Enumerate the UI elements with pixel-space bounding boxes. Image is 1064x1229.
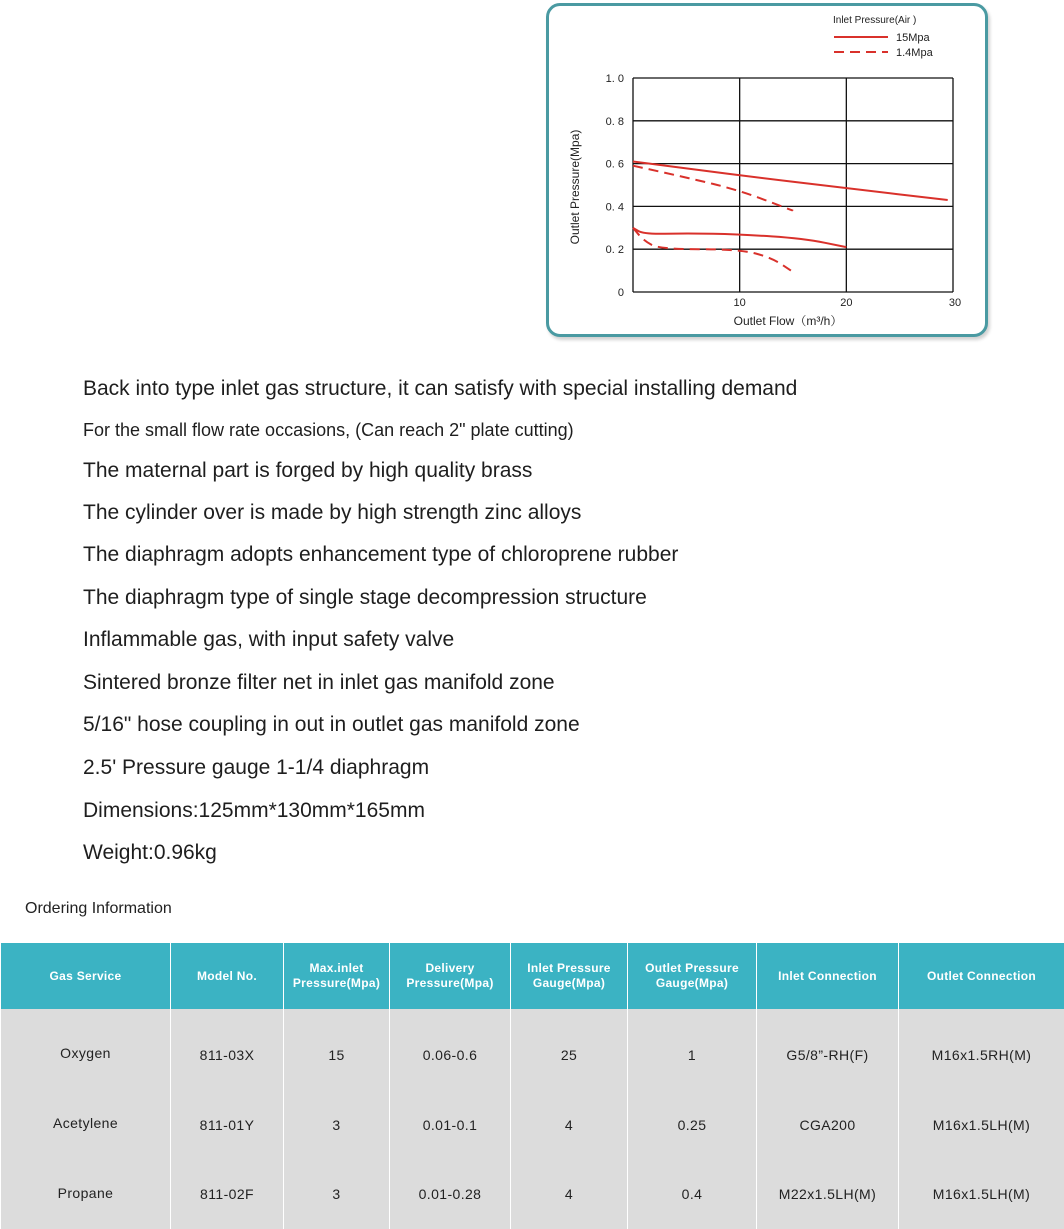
column-header-text: Gauge(Mpa) (655, 976, 729, 990)
column-header-text: Model No. (196, 968, 258, 983)
column-header-text: Pressure(Mpa) (292, 976, 381, 990)
table-cell: M16x1.5LH(M) (899, 1090, 1064, 1160)
chart-svg (546, 3, 988, 337)
column-header (899, 943, 1064, 1009)
table-cell: 4 (511, 1090, 628, 1160)
table-header-row (1, 943, 1064, 1009)
column-header-text: Outlet Pressure (645, 961, 739, 975)
table-cell: 0.01-0.28 (390, 1159, 511, 1229)
x-tick-label: 30 (948, 297, 962, 309)
table-cell: M22x1.5LH(M) (757, 1159, 899, 1229)
table-cell: M16x1.5RH(M) (899, 1009, 1064, 1090)
table-cell: 1 (628, 1009, 757, 1090)
feature-item: For the small flow rate occasions, (Can reach 2" plate cutting) (83, 420, 574, 440)
y-tick-label: 1. 0 (605, 73, 624, 85)
column-header (1, 943, 171, 1009)
feature-item: Inflammable gas, with input safety valve (83, 628, 455, 651)
table-cell: G5/8”-RH(F) (757, 1009, 899, 1090)
table-row (1, 1009, 1064, 1090)
y-tick-label: 0. 2 (605, 244, 624, 257)
table-cell: 811-01Y (171, 1090, 284, 1160)
x-tick-label: 10 (733, 297, 746, 309)
feature-item: 2.5' Pressure gauge 1-1/4 diaphragm (83, 756, 430, 779)
ordering-table (0, 943, 1064, 1229)
feature-item: Dimensions:125mm*130mm*165mm (83, 799, 425, 822)
feature-item: The maternal part is forged by high quality brass (83, 459, 533, 482)
table-cell: 25 (511, 1009, 628, 1090)
ordering-title: Ordering Information (25, 900, 172, 917)
y-axis-label: Outlet Pressure(Mpa) (568, 129, 582, 245)
column-header (171, 943, 284, 1009)
table-cell: Propane (1, 1159, 171, 1229)
table-cell: 0.4 (628, 1159, 757, 1229)
column-header-text: Delivery (425, 961, 475, 975)
table-cell: 811-03X (171, 1009, 284, 1090)
column-header (757, 943, 899, 1009)
column-header-text: Gas Service (49, 968, 122, 983)
x-axis-label: Outlet Flow（m³/h） (733, 314, 843, 328)
feature-item: The diaphragm type of single stage decompression structure (83, 586, 647, 609)
column-header-text: Outlet Connection (926, 968, 1037, 983)
feature-item: The cylinder over is made by high strength zinc alloys (83, 501, 582, 524)
column-header (390, 943, 511, 1009)
table-cell: CGA200 (757, 1090, 899, 1160)
y-tick-label: 0 (617, 287, 624, 299)
table-row (1, 1159, 1064, 1229)
column-header-text: Max.inlet (309, 961, 364, 975)
table-cell: Acetylene (1, 1090, 171, 1160)
feature-item: Sintered bronze filter net in inlet gas manifold zone (83, 671, 555, 694)
table-cell: 3 (284, 1090, 390, 1160)
table-cell: Oxygen (1, 1009, 171, 1090)
column-header (628, 943, 757, 1009)
column-header-text: Pressure(Mpa) (406, 976, 494, 990)
y-tick-label: 0. 6 (605, 158, 624, 171)
column-header (511, 943, 628, 1009)
table-cell: 0.01-0.1 (390, 1090, 511, 1160)
column-header-text: Gauge(Mpa) (532, 976, 606, 990)
table-cell: 0.25 (628, 1090, 757, 1160)
series-line-solid (633, 162, 948, 201)
legend-label: 1.4Mpa (896, 47, 933, 59)
feature-item: Weight:0.96kg (83, 841, 217, 864)
table-cell: M16x1.5LH(M) (899, 1159, 1064, 1229)
column-header (284, 943, 390, 1009)
x-tick-label: 20 (840, 297, 853, 309)
table-cell: 0.06-0.6 (390, 1009, 511, 1090)
legend-label: 15Mpa (896, 32, 930, 44)
y-tick-label: 0. 4 (605, 201, 624, 214)
table-cell: 811-02F (171, 1159, 284, 1229)
table-cell: 3 (284, 1159, 390, 1229)
pressure-flow-chart (546, 3, 988, 337)
y-tick-label: 0. 8 (605, 115, 624, 128)
table-cell: 15 (284, 1009, 390, 1090)
column-header-text: Inlet Connection (778, 968, 877, 983)
legend-title: Inlet Pressure(Air ) (833, 15, 917, 26)
column-header-text: Inlet Pressure (527, 961, 611, 975)
feature-item: The diaphragm adopts enhancement type of chloroprene rubber (83, 543, 679, 566)
table-row (1, 1090, 1064, 1160)
feature-item: Back into type inlet gas structure, it can satisfy with special installing demand (83, 377, 798, 400)
table-cell: 4 (511, 1159, 628, 1229)
feature-item: 5/16" hose coupling in out in outlet gas manifold zone (83, 713, 580, 736)
